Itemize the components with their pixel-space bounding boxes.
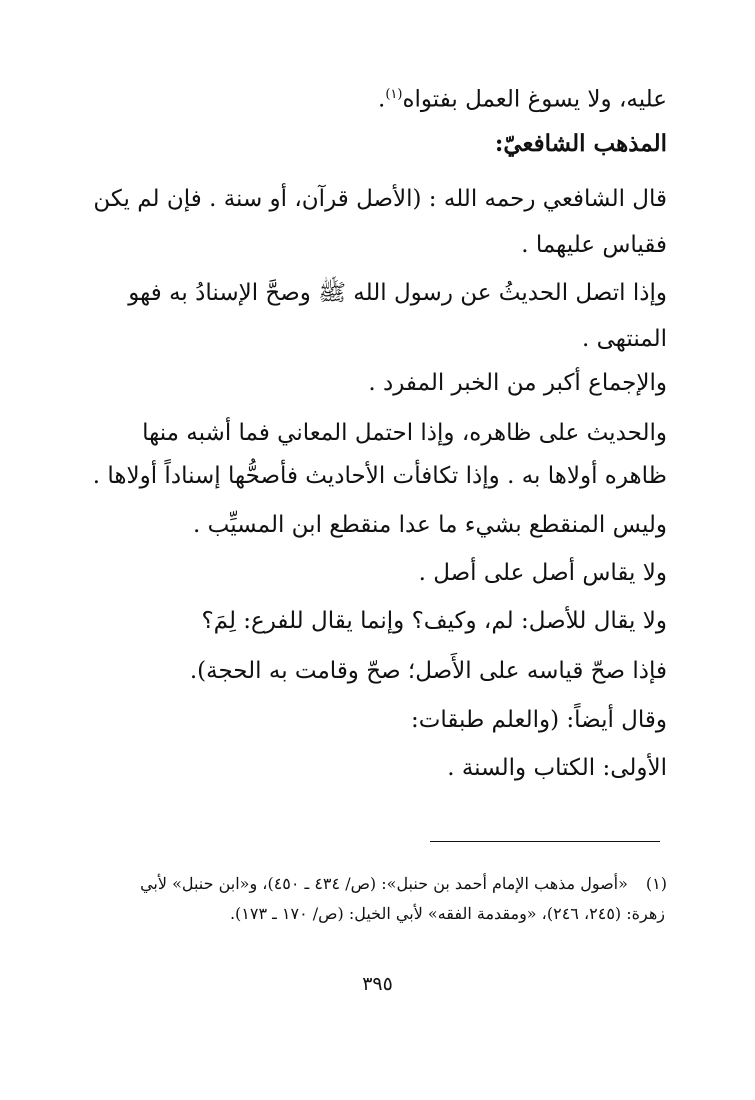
body-text-end: . (378, 86, 386, 113)
footnote-number: (١) (645, 874, 667, 893)
footnote-separator (430, 841, 660, 842)
body-line-5: المنتهى . (582, 326, 667, 352)
body-line-7: والحديث على ظاهره، وإذا احتمل المعاني فما أشبه منها (142, 420, 667, 446)
body-line-2: قال الشافعي رحمه الله : (الأصل قرآن، أو سنة . فإن لم يكن (93, 186, 667, 212)
body-line-8: ظاهره أولاها به . وإذا تكافأت الأحاديث فأصحُّها إسناداً أولاها . (92, 463, 667, 489)
body-line-6: والإجماع أكبر من الخبر المفرد . (368, 370, 667, 396)
body-line-10: ولا يقاس أصل على أصل . (418, 560, 667, 586)
footnote-reference: (١) (385, 87, 403, 102)
body-line-13: وقال أيضاً: (والعلم طبقات: (410, 707, 667, 733)
footnote-line-1 (140, 870, 667, 898)
footnote-line-2: زهرة: (٢٤٥، ٢٤٦)، «ومقدمة الفقه» لأبي الخيل: (ص/ ١٧٠ ـ ١٧٣). (229, 904, 665, 923)
body-line-14: الأولى: الكتاب والسنة . (447, 755, 667, 781)
body-line-9: وليس المنقطع بشيء ما عدا منقطع ابن المسيِّب . (192, 512, 667, 538)
body-line-3: فقياس عليهما . (521, 232, 667, 258)
body-line-1 (378, 78, 667, 117)
section-heading: المذهب الشافعيّ: (494, 130, 667, 157)
body-text: عليه، ولا يسوغ العمل بفتواه (402, 86, 667, 113)
page-number: ٣٩٥ (362, 973, 393, 995)
footnote-text: «أصول مذهب الإمام أحمد بن حنبل»: (ص/ ٤٣٤ ـ ٤٥٠)، و«ابن حنبل» لأبي (140, 874, 628, 893)
body-line-4: وإذا اتصل الحديثُ عن رسول الله ﷺ وصحَّ الإسنادُ به فهو (128, 280, 667, 306)
body-line-12: فإذا صحّ قياسه على الأَصل؛ صحّ وقامت به الحجة). (189, 658, 667, 684)
body-line-11: ولا يقال للأصل: لم، وكيف؟ وإنما يقال للفرع: لِمَ؟ (201, 608, 667, 634)
